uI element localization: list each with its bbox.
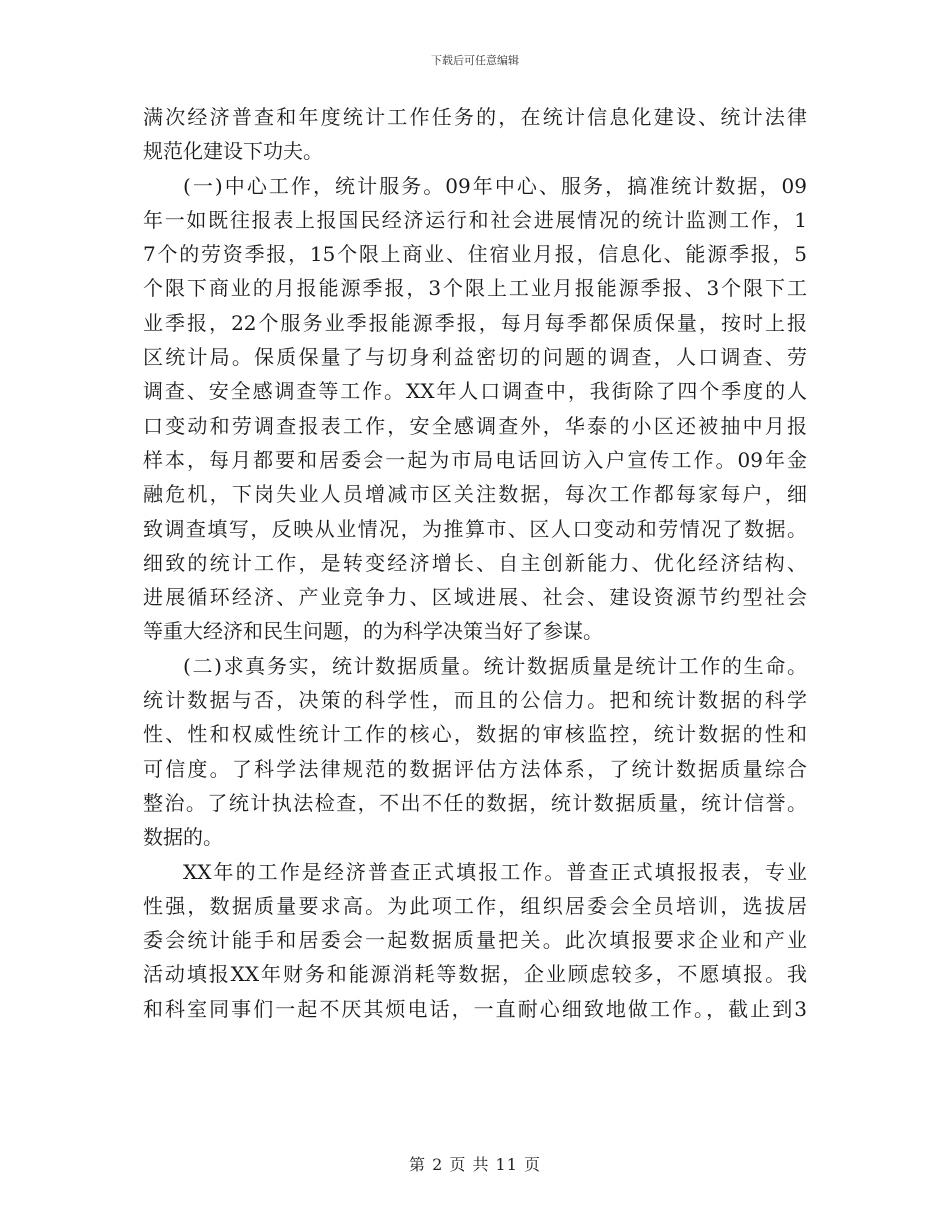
text-line: 满次经济普查和年度统计工作任务的，在统计信息化建设、统计法律 (143, 105, 807, 129)
paragraph-first-line: (二)求真务实，统计数据质量。统计数据质量是统计工作的生命。 (183, 653, 807, 678)
text-line: 进展循环经济、产业竞争力、区域进展、社会、建设资源节约型社会 (143, 585, 807, 610)
text-line: 整治。了统计执法检查，不出不任的数据，统计数据质量，统计信誉。 (143, 790, 807, 815)
text-line: 性强，数据质量要求高。为此项工作，组织居委会全员培训，选拔居 (143, 893, 807, 918)
text-line: 口变动和劳调查报表工作，安全感调查外，华泰的小区还被抽中月报 (143, 413, 807, 438)
text-line: 委会统计能手和居委会一起数据质量把关。此次填报要求企业和产业 (143, 928, 807, 953)
text-line: 年一如既往报表上报国民经济运行和社会进展情况的统计监测工作，1 (143, 207, 807, 232)
text-line: 调查、安全感调查等工作。XX年人口调查中，我街除了四个季度的人 (143, 379, 807, 404)
text-line: 细致的统计工作，是转变经济增长、自主创新能力、优化经济结构、 (143, 550, 807, 575)
text-line: 性、性和权威性统计工作的核心，数据的审核监控，统计数据的性和 (143, 722, 807, 747)
text-line: 样本，每月都要和居委会一起为市局电话回访入户宣传工作。09年金 (143, 447, 807, 472)
text-line: 个限下商业的月报能源季报，3个限上工业月报能源季报、3个限下工 (143, 276, 807, 301)
text-line: 规范化建设下功夫。 (143, 139, 323, 164)
text-line: 区统计局。保质保量了与切身利益密切的问题的调查，人口调查、劳 (143, 345, 807, 370)
text-line: 等重大经济和民生问题，的为科学决策当好了参谋。 (143, 619, 603, 644)
paragraph-first-line: XX年的工作是经济普查正式填报工作。普查正式填报报表，专业 (183, 859, 807, 884)
text-line: 7个的劳资季报，15个限上商业、住宿业月报，信息化、能源季报，5 (143, 242, 807, 267)
page-number-footer: 第 2 页 共 11 页 (409, 1155, 541, 1174)
text-line: 活动填报XX年财务和能源消耗等数据，企业顾虑较多，不愿填报。我 (143, 962, 807, 987)
text-line: 致调查填写，反映从业情况，为推算市、区人口变动和劳情况了数据。 (143, 516, 807, 541)
page-header: 下载后可任意编辑 (431, 54, 519, 67)
text-line: 融危机，下岗失业人员增减市区关注数据，每次工作都每家每户，细 (143, 482, 807, 507)
paragraph-first-line: (一)中心工作，统计服务。09年中心、服务，搞准统计数据，09 (183, 173, 807, 198)
text-line: 和科室同事们一起不厌其烦电话，一直耐心细致地做工作。，截止到3 (143, 996, 807, 1021)
text-line: 统计数据与否，决策的科学性，而且的公信力。把和统计数据的科学 (143, 688, 807, 713)
text-line: 业季报，22个服务业季报能源季报，每月每季都保质保量，按时上报 (143, 310, 807, 335)
text-line: 数据的。 (143, 825, 223, 850)
text-line: 可信度。了科学法律规范的数据评估方法体系，了统计数据质量综合 (143, 756, 807, 781)
document-body (143, 100, 807, 1026)
